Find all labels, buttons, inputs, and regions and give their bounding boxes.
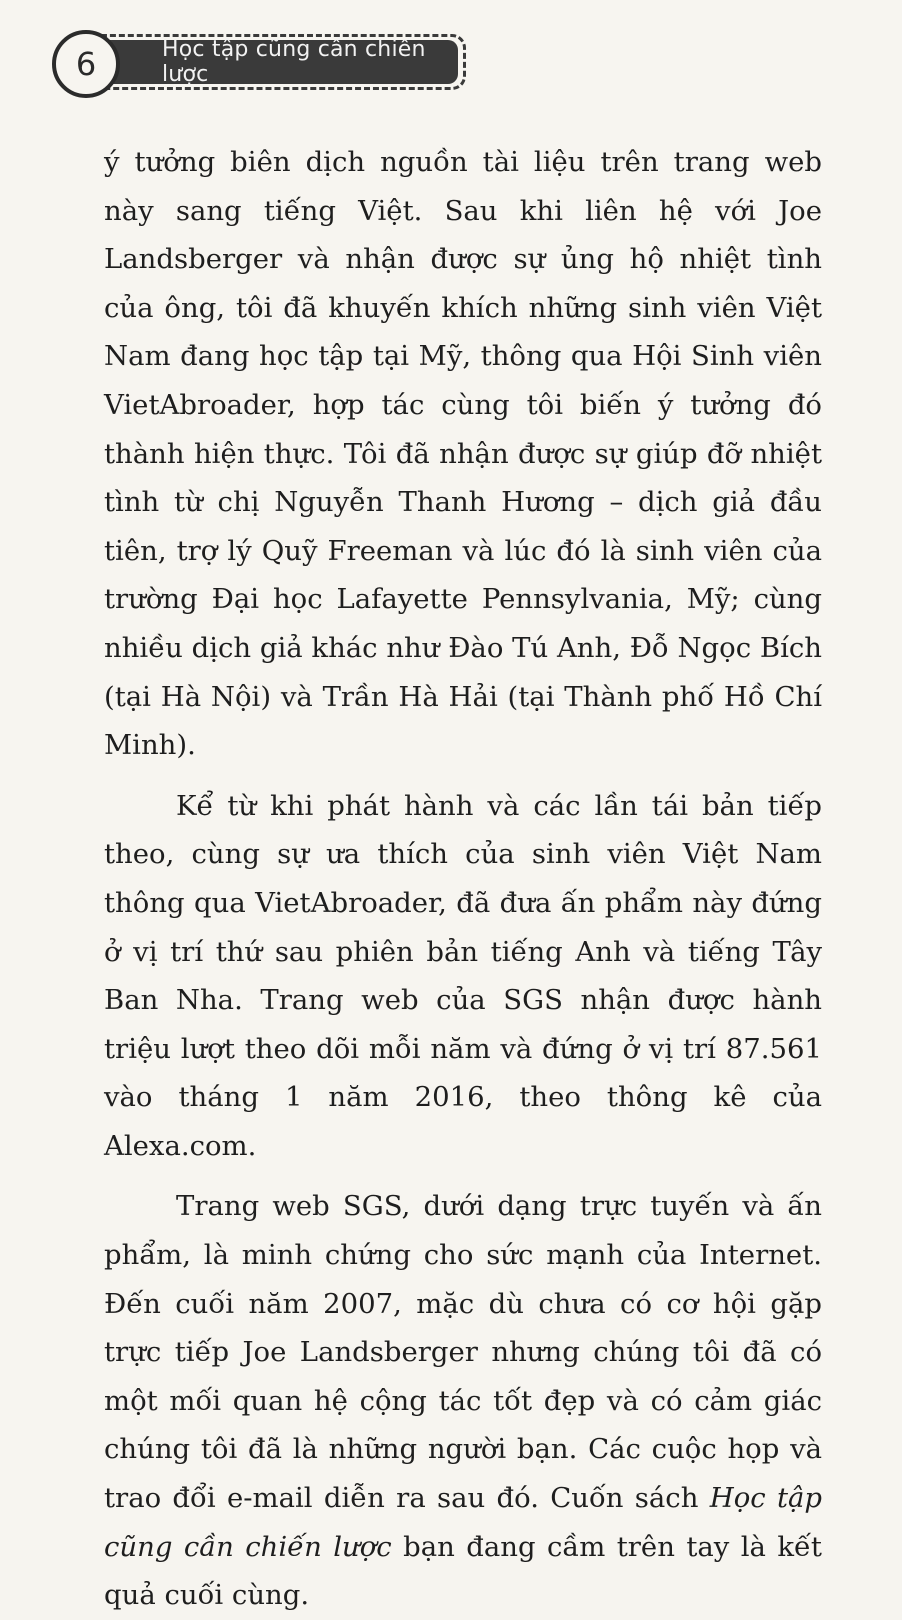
page-number-badge [52, 30, 120, 98]
book-title-italic: Học tập cũng cần chiến lược [104, 1482, 822, 1563]
page-header [52, 30, 472, 96]
page-number: 6 [75, 45, 97, 83]
paragraph-3-text-after: bạn đang cầm trên tay là kết quả cuối cùng. [104, 1530, 822, 1612]
paragraph-2: Kể từ khi phát hành và các lần tái bản tiếp theo, cùng sự ưa thích của sinh viên Việt Nam thông qua VietAbroader, đã đưa ấn phẩm này đứng ở vị trí thứ sau phiên bản tiếng Anh và tiếng Tây Ban Nha. Trang web của SGS nhận được hành triệu lượt theo dõi mỗi năm và đứng ở vị trí 87.561 vào tháng 1 năm 2016, theo thông kê của Alexa.com. [104, 789, 822, 1162]
body-text [104, 138, 822, 1620]
running-title: Học tập cũng cần chiến lược [162, 37, 426, 87]
paragraph-1: ý tưởng biên dịch nguồn tài liệu trên trang web này sang tiếng Việt. Sau khi liên hệ với Joe Landsberger và nhận được sự ủng hộ nhiệt tình của ông, tôi đã khuyến khích những sinh viên Việt Nam đang học tập tại Mỹ, thông qua Hội Sinh viên VietAbroader, hợp tác cùng tôi biến ý tưởng đó thành hiện thực. Tôi đã nhận được sự giúp đỡ nhiệt tình từ chị Nguyễn Thanh Hương – dịch giả đầu tiên, trợ lý Quỹ Freeman và lúc đó là sinh viên của trường Đại học Lafayette Pennsylvania, Mỹ; cùng nhiều dịch giả khác như Đào Tú Anh, Đỗ Ngọc Bích (tại Hà Nội) và Trần Hà Hải (tại Thành phố Hồ Chí Minh). [104, 146, 822, 762]
running-title-bar [96, 37, 458, 87]
paragraph-3-text-before: Trang web SGS, dưới dạng trực tuyến và ấn phẩm, là minh chứng cho sức mạnh của Internet. Đến cuối năm 2007, mặc dù chưa có cơ hội gặp trực tiếp Joe Landsberger nhưng chúng tôi đã có một mối quan hệ cộng tác tốt đẹp và có cảm giác chúng tôi đã là những người bạn. Các cuộc họp và trao đổi e-mail diễn ra sau đó. Cuốn sách [104, 1190, 822, 1515]
paragraph-3 [104, 1182, 822, 1619]
